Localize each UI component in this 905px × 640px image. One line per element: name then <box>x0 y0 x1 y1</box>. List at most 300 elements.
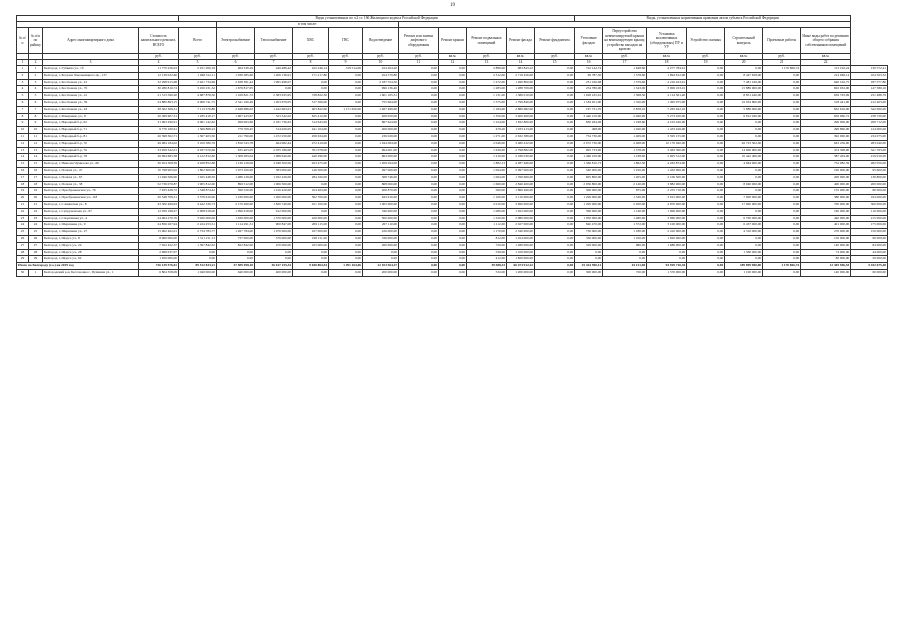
unit-cell: руб. <box>255 54 293 60</box>
value-cell: 49 984 184,02 <box>139 140 179 147</box>
value-cell: 1 005 000,00 <box>363 201 399 208</box>
table-row <box>17 229 888 236</box>
unit-cell: руб. <box>467 54 507 60</box>
value-cell: 8 851 440,00 <box>725 93 763 100</box>
column-number-cell: 5 <box>179 60 217 66</box>
building-address: Белгород, г, Макаренко ул., 8 <box>43 113 139 120</box>
value-cell: 0,00 <box>293 79 329 86</box>
value-cell: 43 300 466,93 <box>139 201 179 208</box>
row-number: 10 <box>17 127 29 134</box>
value-cell: 0,00 <box>329 120 363 127</box>
value-cell: 0,00 <box>535 79 575 86</box>
row-number: 6 <box>17 99 29 106</box>
value-cell: 3 400 460,00 <box>507 113 535 120</box>
value-cell: 1 112,00 <box>467 222 507 229</box>
value-cell: 400 000,00 <box>255 269 293 276</box>
value-cell: 17 900 000,00 <box>725 201 763 208</box>
value-cell: 0,00 <box>535 99 575 106</box>
building-address: Белгород, г, Щорса ул., 28 <box>43 249 139 256</box>
value-cell: 0,00 <box>535 188 575 195</box>
value-cell: 4 664 900,00 <box>725 161 763 168</box>
column-header: Электроснабжение <box>217 28 255 54</box>
value-cell: 2 460,00 <box>603 113 647 120</box>
row-number: 19 <box>17 188 29 195</box>
value-cell: 284 160,00 <box>293 174 329 181</box>
unit-cell: руб. <box>687 54 725 60</box>
value-cell: 282 050,00 <box>851 161 888 168</box>
value-cell: 0,00 <box>763 99 801 106</box>
value-cell: 996 136,46 <box>363 86 399 93</box>
value-cell: 0,00 <box>535 229 575 236</box>
building-address: Белгород, г, Костюкова ул., 41 <box>43 79 139 86</box>
value-cell: 136 800,00 <box>851 174 888 181</box>
value-cell: 283 040,00 <box>851 140 888 147</box>
value-cell: 0,00 <box>329 93 363 100</box>
value-cell: 0,00 <box>399 154 439 161</box>
value-cell: 754 730,00 <box>575 133 603 140</box>
value-cell: 1 454 000,00 <box>507 235 535 242</box>
value-cell: 812,00 <box>467 235 507 242</box>
column-number-cell: 8 <box>293 60 329 66</box>
building-address: Белгород, г, Преображенская ул., 76 <box>43 188 139 195</box>
value-cell: 576 000,00 <box>255 235 293 242</box>
value-cell: 105 000,00 <box>293 242 329 249</box>
value-cell: 1 679 817,05 <box>217 86 255 93</box>
column-number-cell: 6 <box>217 60 255 66</box>
value-cell: 0,00 <box>439 208 467 215</box>
value-cell: 752 082,59 <box>801 161 851 168</box>
value-cell: 474 308,00 <box>801 147 851 154</box>
value-cell: 640 162,75 <box>801 79 851 86</box>
value-cell: 517 369,00 <box>293 99 329 106</box>
value-cell: 1 350,00 <box>603 99 647 106</box>
value-cell: 0,00 <box>399 229 439 236</box>
district-row-number: 12 <box>29 140 43 147</box>
value-cell: 1 497 784,00 <box>217 229 255 236</box>
value-cell: 0,00 <box>439 113 467 120</box>
value-cell: 905 733,00 <box>575 147 603 154</box>
value-cell: 0,00 <box>439 174 467 181</box>
value-cell: 1 050 000,00 <box>575 215 603 222</box>
value-cell: 868 000,00 <box>363 181 399 188</box>
unit-cell: руб. <box>763 54 801 60</box>
total-value-cell: 189 899 900,00 <box>725 263 763 270</box>
unit-cell: кв.м. <box>507 54 535 60</box>
value-cell: 1 308 283,04 <box>217 154 255 161</box>
table-row <box>17 120 888 127</box>
value-cell: 755 664,00 <box>363 99 399 106</box>
value-cell: 342 000,00 <box>851 106 888 113</box>
value-cell: 167 000,00 <box>293 229 329 236</box>
value-cell: 1 379,60 <box>603 79 647 86</box>
value-cell: 0,00 <box>535 120 575 127</box>
column-number-cell: 9 <box>329 60 363 66</box>
value-cell: 236 029,00 <box>363 133 399 140</box>
value-cell: 864 000,00 <box>363 154 399 161</box>
value-cell: 272 419,00 <box>293 140 329 147</box>
district-row-number: 6 <box>29 99 43 106</box>
value-cell: 1 044 084,00 <box>363 140 399 147</box>
value-cell: 1 200 000,00 <box>575 201 603 208</box>
value-cell: 4 103 420,00 <box>647 120 687 127</box>
value-cell: 0,00 <box>329 72 363 79</box>
value-cell: 0,00 <box>687 195 725 202</box>
district-row-number: 5 <box>29 93 43 100</box>
building-address: Белгородский р-н, Бессоновка с, Пушкина ул., 1 <box>43 269 139 276</box>
value-cell: 2 889,00 <box>467 66 507 73</box>
district-row-number: 9 <box>29 120 43 127</box>
value-cell: 1 320,00 <box>603 195 647 202</box>
value-cell: 7 935 428,72 <box>139 188 179 195</box>
value-cell: 0,00 <box>329 133 363 140</box>
column-header: Проектные работы <box>763 28 801 54</box>
header-group-a: Виды установленных по ч.2 ст. 166 Жилищного кодекса Российской Федерации <box>179 16 575 22</box>
value-cell: 0,00 <box>439 229 467 236</box>
value-cell: 532,00 <box>467 269 507 276</box>
value-cell: 140 000,00 <box>801 242 851 249</box>
value-cell: 0,00 <box>439 86 467 93</box>
value-cell: 80 000,00 <box>851 188 888 195</box>
column-number-cell: 10 <box>363 60 399 66</box>
value-cell: 0,00 <box>535 93 575 100</box>
value-cell: 440 000,00 <box>801 215 851 222</box>
value-cell: 3 450 231,32 <box>179 86 217 93</box>
total-value-cell: 726 139 576,01 <box>139 263 179 270</box>
value-cell: 0,00 <box>255 86 293 93</box>
district-row-number: 15 <box>29 161 43 168</box>
value-cell: 0,00 <box>763 93 801 100</box>
total-value-cell: 9 040 864,54 <box>293 263 329 270</box>
column-header: Ремонт или замена лифтового оборудования <box>399 28 439 54</box>
value-cell: 456 634,00 <box>293 133 329 140</box>
value-cell: 536,00 <box>467 249 507 256</box>
value-cell: 200 000,00 <box>851 181 888 188</box>
value-cell: 387 204,00 <box>801 154 851 161</box>
value-cell: 11 770 226,03 <box>139 66 179 73</box>
value-cell: 449 486,42 <box>255 66 293 73</box>
value-cell: 267 110,00 <box>363 222 399 229</box>
value-cell: 0,00 <box>179 249 217 256</box>
value-cell: 4 870 000,00 <box>647 201 687 208</box>
unit-cell: кв.м. <box>647 54 687 60</box>
value-cell: 190 000,00 <box>801 167 851 174</box>
district-row-number: 16 <box>29 167 43 174</box>
table-row <box>17 154 888 161</box>
building-address: Белгород, г, Супруновская ул., 67 <box>43 208 139 215</box>
value-cell: 1 080,00 <box>467 208 507 215</box>
value-cell: 0,00 <box>535 167 575 174</box>
value-cell: 451 100,00 <box>293 201 329 208</box>
value-cell: 2 056 800,00 <box>575 181 603 188</box>
row-number: 20 <box>17 195 29 202</box>
district-row-number: 24 <box>29 222 43 229</box>
value-cell: 1 566 868,23 <box>179 127 217 134</box>
value-cell: 2 638 391,44 <box>217 79 255 86</box>
value-cell: 9 776 160,61 <box>139 127 179 134</box>
value-cell: 0,00 <box>535 127 575 134</box>
value-cell: 10 442 400,00 <box>725 154 763 161</box>
value-cell: 0,00 <box>399 195 439 202</box>
value-cell: 722 142,74 <box>575 66 603 73</box>
district-row-number: 14 <box>29 154 43 161</box>
value-cell: 52 736 070,87 <box>139 181 179 188</box>
table-row <box>17 127 888 134</box>
unit-cell: кв.м. <box>801 54 851 60</box>
value-cell: 1 040 000,00 <box>179 269 217 276</box>
value-cell: 0,00 <box>687 127 725 134</box>
value-cell: 1 184 651,00 <box>575 99 603 106</box>
value-cell: 1 601 165,31 <box>363 93 399 100</box>
column-header: Адрес многоквартирного дома <box>43 28 139 54</box>
value-cell: 0,00 <box>763 235 801 242</box>
value-cell: 15 889 000,00 <box>725 86 763 93</box>
value-cell: 4 687 878,30 <box>179 93 217 100</box>
value-cell: 44 000,00 <box>851 249 888 256</box>
unit-cell: руб. <box>293 54 329 60</box>
value-cell: 1 064,00 <box>467 174 507 181</box>
table-row <box>17 181 888 188</box>
value-cell: 2 200,00 <box>603 201 647 208</box>
value-cell: 1 028 165,61 <box>575 93 603 100</box>
value-cell: 497 000,00 <box>363 167 399 174</box>
value-cell: 0,00 <box>687 147 725 154</box>
value-cell: 80 000,00 <box>801 256 851 263</box>
value-cell: 1 433 426,00 <box>647 127 687 134</box>
value-cell: 1 230 000,00 <box>217 195 255 202</box>
district-row-number: 18 <box>29 181 43 188</box>
building-address: Белгород, г, Костюкова ул., 43 <box>43 106 139 113</box>
value-cell: 0,00 <box>399 249 439 256</box>
value-cell: 319 514,06 <box>329 66 363 73</box>
value-cell: 0,00 <box>763 222 801 229</box>
value-cell: 0,00 <box>439 120 467 127</box>
value-cell: 0,00 <box>687 269 725 276</box>
value-cell: 403 822,00 <box>293 106 329 113</box>
value-cell: 0,00 <box>603 256 647 263</box>
value-cell: 401 000,00 <box>801 222 851 229</box>
building-address: Белгород, г, Костюкова ул., 39 <box>43 99 139 106</box>
column-header: ГВС <box>329 28 363 54</box>
district-row-number: 23 <box>29 215 43 222</box>
column-header: Утепление фасадов <box>575 28 603 54</box>
value-cell: 0,00 <box>535 208 575 215</box>
value-cell: 0,00 <box>763 215 801 222</box>
value-cell: 0,00 <box>763 127 801 134</box>
column-header: Ремонт крыши <box>439 28 467 54</box>
value-cell: 0,00 <box>763 249 801 256</box>
value-cell: 0,00 <box>439 269 467 276</box>
value-cell: 0,00 <box>687 93 725 100</box>
value-cell: 1 184,00 <box>467 106 507 113</box>
district-row-number: 27 <box>29 242 43 249</box>
value-cell: 720,00 <box>603 269 647 276</box>
value-cell: 0,00 <box>399 72 439 79</box>
value-cell: 1 882,13 <box>467 161 507 168</box>
value-cell: 124 000,00 <box>851 127 888 134</box>
value-cell: 1 286 000,00 <box>507 242 535 249</box>
value-cell: 1 486 129,00 <box>217 174 255 181</box>
district-row-number: 25 <box>29 229 43 236</box>
value-cell: 187 577,80 <box>851 79 888 86</box>
value-cell: 1 639,00 <box>467 147 507 154</box>
value-cell: 0,00 <box>399 86 439 93</box>
value-cell: 0,00 <box>687 154 725 161</box>
value-cell: 0,00 <box>535 249 575 256</box>
value-cell: 779 709,45 <box>217 127 255 134</box>
value-cell: 1 198,60 <box>603 120 647 127</box>
value-cell: 0,00 <box>725 167 763 174</box>
table-row <box>17 208 888 215</box>
unit-cell: руб. <box>535 54 575 60</box>
value-cell: 1 106 000,00 <box>507 249 535 256</box>
unit-cell: руб. <box>179 54 217 60</box>
value-cell: 0,00 <box>399 66 439 73</box>
value-cell: 1 832 800,00 <box>507 120 535 127</box>
district-row-number: 29 <box>29 256 43 263</box>
value-cell: 33 959 342,01 <box>139 147 179 154</box>
total-value-cell: 25 424 590,12 <box>575 263 603 270</box>
table-row <box>17 99 888 106</box>
value-cell: 0,00 <box>399 106 439 113</box>
value-cell: 1 100 000,00 <box>725 269 763 276</box>
value-cell: 470 000,00 <box>255 242 293 249</box>
value-cell: 1 096 618,00 <box>217 208 255 215</box>
district-row-number: 3 <box>29 79 43 86</box>
value-cell: 306 000,00 <box>575 188 603 195</box>
value-cell: 0,00 <box>763 174 801 181</box>
value-cell: 0,00 <box>399 215 439 222</box>
value-cell: 296 006,00 <box>801 120 851 127</box>
value-cell: 2 008 618,00 <box>179 208 217 215</box>
value-cell: 900 847,00 <box>255 222 293 229</box>
value-cell: 1 648,60 <box>603 66 647 73</box>
value-cell: 1 372,00 <box>603 222 647 229</box>
value-cell: 1 343,00 <box>603 86 647 93</box>
value-cell: 0,00 <box>763 242 801 249</box>
value-cell: 150 000,00 <box>801 235 851 242</box>
value-cell: 0,00 <box>399 242 439 249</box>
unit-cell: кв.м. <box>725 54 763 60</box>
table-row <box>17 66 888 73</box>
value-cell: 1 088 640,00 <box>255 154 293 161</box>
value-cell: 3 015 000,00 <box>647 195 687 202</box>
value-cell: 583 000,00 <box>255 167 293 174</box>
value-cell: 0,00 <box>439 140 467 147</box>
column-header: ХВС <box>293 28 329 54</box>
value-cell: 2 980 000,00 <box>507 215 535 222</box>
value-cell: 200 000,00 <box>801 174 851 181</box>
value-cell: 0,00 <box>535 181 575 188</box>
value-cell: 3 480 432,00 <box>507 140 535 147</box>
value-cell: 302 700,00 <box>293 195 329 202</box>
value-cell: 0,00 <box>725 235 763 242</box>
value-cell: 2 312,00 <box>467 72 507 79</box>
value-cell: 0,00 <box>329 174 363 181</box>
value-cell: 0,00 <box>725 256 763 263</box>
value-cell: 0,00 <box>439 188 467 195</box>
value-cell: 1 205,00 <box>603 174 647 181</box>
value-cell: 0,00 <box>763 208 801 215</box>
value-cell: 1 206 000,00 <box>575 195 603 202</box>
value-cell: 198 211,00 <box>293 235 329 242</box>
value-cell: 215 000,00 <box>851 215 888 222</box>
value-cell: 231 160,98 <box>575 79 603 86</box>
value-cell: 500 000,00 <box>363 215 399 222</box>
value-cell: 830 264,06 <box>575 120 603 127</box>
value-cell: 0,00 <box>293 249 329 256</box>
building-address: Белгород, г, Щорса ул., 24 <box>43 242 139 249</box>
value-cell: 0,00 <box>687 72 725 79</box>
value-cell: 323 342,02 <box>255 113 293 120</box>
building-address: Белгород, г, Попова ул., 47 <box>43 167 139 174</box>
column-number-cell: 7 <box>255 60 293 66</box>
value-cell: 1 575,00 <box>467 99 507 106</box>
value-cell: 254 780,00 <box>575 86 603 93</box>
row-number: 23 <box>17 215 29 222</box>
value-cell: 7 000 000,00 <box>725 195 763 202</box>
value-cell: 329 000,00 <box>575 242 603 249</box>
value-cell: 314 020,05 <box>255 127 293 134</box>
value-cell: 2 648 686,02 <box>217 106 255 113</box>
district-row-number: 11 <box>29 133 43 140</box>
table-row <box>17 174 888 181</box>
value-cell: 95 600,00 <box>851 167 888 174</box>
value-cell: 11 946 566,90 <box>139 174 179 181</box>
column-number-cell: 19 <box>687 60 725 66</box>
column-number-cell: 2 <box>29 60 43 66</box>
value-cell: 1 432 000,00 <box>647 167 687 174</box>
value-cell: 1 686 000,00 <box>647 242 687 249</box>
value-cell: 1 370 000,00 <box>255 215 293 222</box>
value-cell: 0,00 <box>687 99 725 106</box>
value-cell: 629 050,00 <box>363 113 399 120</box>
value-cell: 0,00 <box>687 167 725 174</box>
value-cell: 0,00 <box>535 269 575 276</box>
total-value-cell: 0,00 <box>535 263 575 270</box>
value-cell: 368 746,00 <box>363 174 399 181</box>
row-number: 21 <box>17 201 29 208</box>
row-number: 2 <box>17 72 29 79</box>
value-cell: 1 171 650,00 <box>329 106 363 113</box>
value-cell: 1 922 000,00 <box>507 208 535 215</box>
district-row-number: 26 <box>29 235 43 242</box>
value-cell: 0,00 <box>329 256 363 263</box>
value-cell: 321 763,00 <box>851 147 888 154</box>
value-cell: 0,00 <box>687 242 725 249</box>
column-header: Ремонт фундамента <box>535 28 575 54</box>
value-cell: 0,00 <box>293 256 329 263</box>
value-cell: 0,00 <box>763 79 801 86</box>
value-cell: 0,00 <box>687 106 725 113</box>
value-cell: 639 763,09 <box>801 93 851 100</box>
total-value-cell: 66 474 912,22 <box>507 263 535 270</box>
value-cell: 104 463,00 <box>293 188 329 195</box>
value-cell: 1 185 410,17 <box>179 113 217 120</box>
row-number: 28 <box>17 249 29 256</box>
value-cell: 206 000,00 <box>363 127 399 134</box>
row-number: 7 <box>17 106 29 113</box>
value-cell: 3 440 210,00 <box>575 113 603 120</box>
value-cell: 0,00 <box>725 127 763 134</box>
value-cell: 2 383 635,95 <box>255 93 293 100</box>
column-number-cell: 17 <box>603 60 647 66</box>
value-cell: 650 960,72 <box>801 113 851 120</box>
value-cell: 2 255 710,00 <box>647 188 687 195</box>
value-cell: 0,00 <box>179 256 217 263</box>
value-cell: 1 480,00 <box>603 215 647 222</box>
value-cell: 0,00 <box>293 86 329 93</box>
value-cell: 0,00 <box>535 86 575 93</box>
